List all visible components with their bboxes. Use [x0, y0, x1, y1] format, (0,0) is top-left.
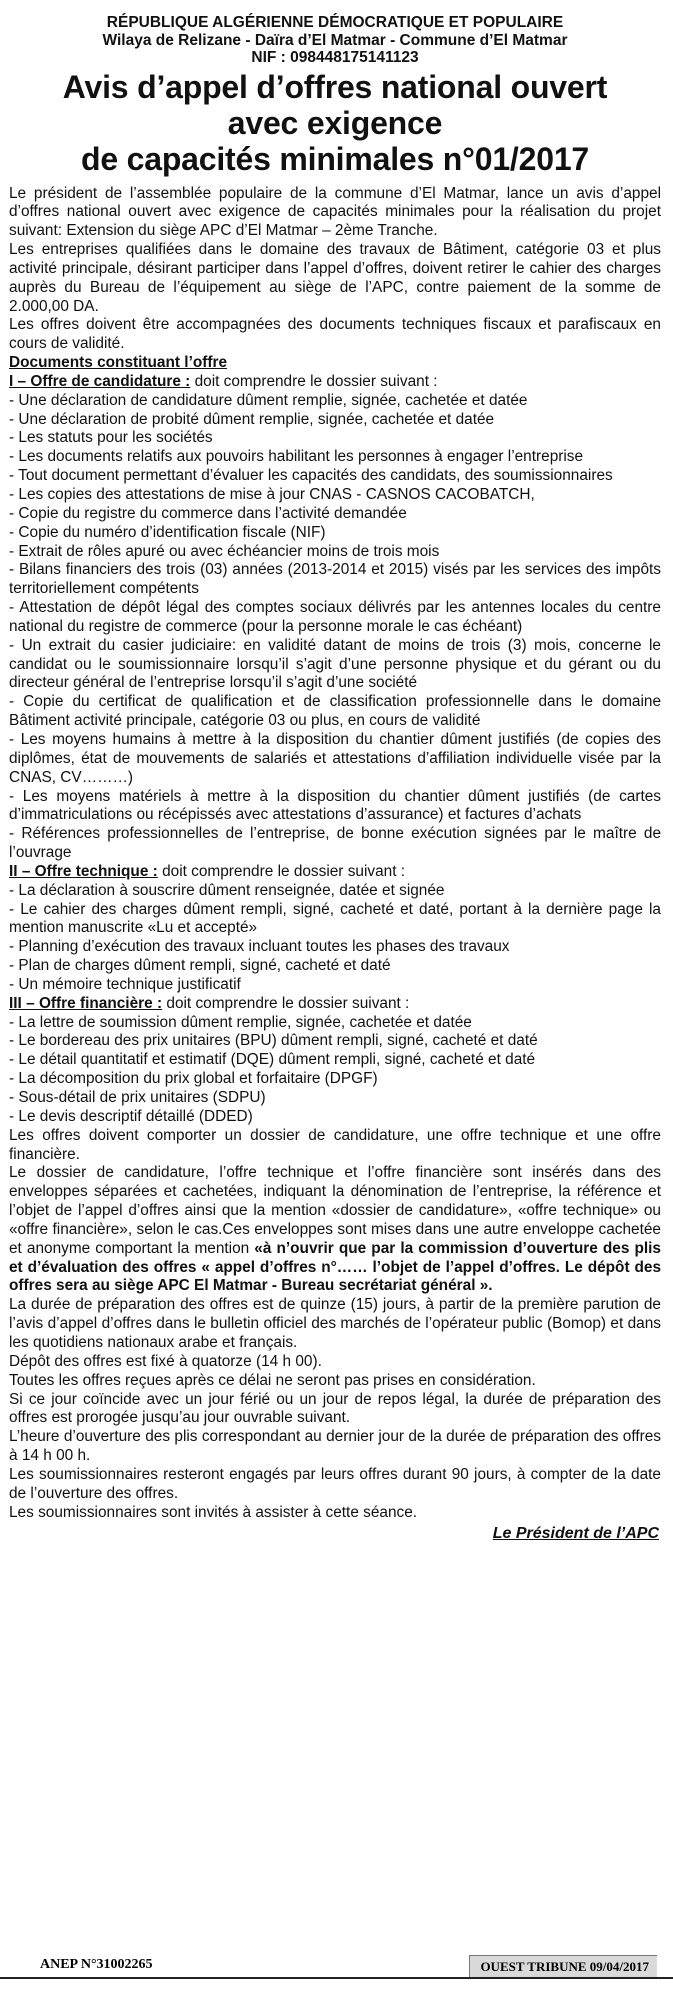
- list-item: - Le détail quantitatif et estimatif (DQE) dûment rempli, signé, cacheté et daté: [9, 1051, 536, 1069]
- title-line-2: avec exigence: [227, 104, 443, 141]
- newspaper-tag: OUEST TRIBUNE 09/04/2017: [469, 1955, 657, 1978]
- list-item: - Plan de charges dûment rempli, signé, cacheté et daté: [9, 957, 391, 975]
- list-item: - Sous-détail de prix unitaires (SDPU): [9, 1089, 266, 1106]
- list-item: - Le devis descriptif détaillé (DDED): [9, 1107, 253, 1125]
- list-item: - Le bordereau des prix unitaires (BPU) dûment rempli, signé, cacheté et daté: [9, 1032, 538, 1050]
- list-item: - Un mémoire technique justificatif: [9, 975, 241, 993]
- signature: Le Président de l’APC: [492, 1525, 659, 1543]
- list-item: - Le cahier des charges dûment rempli, signé, cacheté et daté, portant à la dernière page la mention manuscrite «Lu et accepté»: [9, 900, 661, 937]
- list-item: - La lettre de soumission dûment remplie, signée, cachetée et datée: [9, 1013, 472, 1031]
- section-heading: [9, 863, 661, 882]
- closing-paragraph: Les offres doivent comporter un dossier de candidature, une offre technique et une offre financière.: [9, 1126, 661, 1163]
- list-item: - Attestation de dépôt légal des comptes sociaux délivrés par les antennes locales du centre national du registre de commerce (pour la personne morale le cas échéant): [9, 599, 661, 635]
- list-item: - Une déclaration de probité dûment remplie, signée, cachetée et datée: [9, 410, 495, 428]
- closing-paragraph: Les soumissionnaires sont invités à assister à cette séance.: [9, 1503, 418, 1521]
- list-item: - Les documents relatifs aux pouvoirs habilitant les personnes à engager l’entreprise: [9, 448, 584, 466]
- section-lead: doit comprendre le dossier suivant :: [162, 994, 410, 1012]
- list-item: - Copie du registre du commerce dans l’activité demandée: [9, 504, 407, 522]
- title-line-3: de capacités minimales n°01/2017: [80, 140, 590, 177]
- list-item: - Copie du certificat de qualification et de classification professionnelle dans le domaine Bâtiment activité principale, catégorie 03 ou plus, en cours de validité: [9, 693, 661, 730]
- list-item: - Les statuts pour les sociétés: [9, 429, 213, 447]
- section-label: I – Offre de candidature :: [9, 372, 191, 390]
- list-item: - Un extrait du casier judiciaire: en validité datant de moins de trois (3) mois, concerne le candidat ou le soumissionnaire lorsqu’il s’agit d’une personne physique et du gérant ou du directeur général de l’entreprise lorsqu’il s’agit d’une société: [9, 636, 661, 692]
- documents-heading: Documents constituant l’offre: [9, 354, 228, 372]
- list-item: - Les copies des attestations de mise à jour CNAS - CASNOS CACOBATCH,: [9, 486, 535, 503]
- list-item: - La déclaration à souscrire dûment renseignée, datée et signée: [9, 881, 445, 899]
- intro-paragraph: Les offres doivent être accompagnées des documents techniques fiscaux et parafiscaux en cours de validité.: [9, 316, 661, 353]
- bottom-rule: [0, 1977, 673, 1979]
- closing-paragraph: Dépôt des offres est fixé à quatorze (14 h 00).: [9, 1352, 322, 1370]
- closing-paragraph: Toutes les offres reçues après ce délai ne seront pas prises en considération.: [9, 1371, 536, 1389]
- offer-sections: [9, 373, 661, 1127]
- list-item: - Bilans financiers des trois (03) années (2013-2014 et 2015) visés par les services des impôts territoriellement compétents: [9, 561, 661, 598]
- list-item: - La décomposition du prix global et forfaitaire (DPGF): [9, 1070, 378, 1088]
- section-label: III – Offre financière :: [9, 994, 163, 1012]
- list-item: - Extrait de rôles apuré ou avec échéancier moins de trois mois: [9, 542, 440, 560]
- title-line-1: Avis d’appel d’offres national ouvert: [62, 68, 608, 105]
- list-item: - Une déclaration de candidature dûment remplie, signée, cachetée et datée: [9, 391, 528, 409]
- closing-paragraph: La durée de préparation des offres est de quinze (15) jours, à partir de la première parution de l’avis d’appel d’offres dans le bulletin officiel des marchés de l’opérateur public (Bomop) et dans les quotidiens nationaux arabe et français.: [9, 1296, 661, 1351]
- footer-bar: [0, 1955, 673, 1979]
- intro-paragraph: Les entreprises qualifiées dans le domaine des travaux de Bâtiment, catégorie 03 et plus activité principale, désirant participer dans l’appel d’offres, doivent retirer le cahier des charges auprès du Bureau de l’équipement au siège de l’APC, contre paiement de la somme de 2.000,00 DA.: [9, 241, 661, 315]
- closing-paragraph: [9, 1164, 661, 1296]
- section-lead: doit comprendre le dossier suivant :: [157, 862, 406, 880]
- section-heading: [9, 995, 661, 1014]
- notice-body: [9, 185, 661, 1523]
- anep-reference: ANEP N°31002265: [40, 1957, 153, 1972]
- closing-bold-mention: «à n’ouvrir que par la commission d’ouverture des plis et d’évaluation des offres « appel d’offres n°…… l’objet de l’appel d’offres. Le dépôt des offres sera au siège APC El Matmar - Bureau secrétariat général ».: [9, 1239, 661, 1295]
- section-heading: [9, 373, 661, 392]
- header-country: RÉPUBLIQUE ALGÉRIENNE DÉMOCRATIQUE ET POPULAIRE: [106, 14, 564, 31]
- list-item: - Les moyens humains à mettre à la disposition du chantier dûment justifiés (de copies des diplômes, état de mouvements de salariés et attestations d’affiliation individuelle visée par la CNAS, CV………): [9, 730, 661, 786]
- closing-paragraph: Si ce jour coïncide avec un jour férié ou un jour de repos légal, la durée de préparation des offres est prorogée jusqu’au jour ouvrable suivant.: [9, 1390, 661, 1427]
- closing-paragraph: L’heure d’ouverture des plis correspondant au dernier jour de la durée de préparation des offres à 14 h 00 h.: [9, 1428, 661, 1465]
- closing-paragraph: Les soumissionnaires resteront engagés par leurs offres durant 90 jours, à compter de la date de l’ouverture des offres.: [9, 1465, 661, 1502]
- notice-title: [9, 69, 661, 177]
- header-nif: NIF : 098448175141123: [251, 49, 419, 66]
- list-item: - Copie du numéro d’identification fiscale (NIF): [9, 523, 326, 541]
- header-locality: Wilaya de Relizane - Daïra d’El Matmar - Commune d’El Matmar: [102, 31, 568, 49]
- intro-paragraph: Le président de l’assemblée populaire de la commune d’El Matmar, lance un avis d’appel d’offres national ouvert avec exigence de capacités minimales pour la réalisation du projet suivant: Extension du siège APC d’El Matmar – 2ème Tranche.: [9, 184, 661, 240]
- list-item: - Références professionnelles de l’entreprise, de bonne exécution signées par le maître de l’ouvrage: [9, 825, 661, 862]
- section-lead: doit comprendre le dossier suivant :: [190, 372, 438, 390]
- list-item: - Planning d’exécution des travaux incluant toutes les phases des travaux: [9, 938, 510, 956]
- list-item: - Les moyens matériels à mettre à la disposition du chantier dûment justifiés (de cartes d’immatriculations ou récépissés avec attestations d’assurance) et factures d’achats: [9, 787, 661, 824]
- list-item: - Tout document permettant d’évaluer les capacités des candidats, des soumissionnaires: [9, 467, 613, 485]
- closing-text: Le dossier de candidature, l’offre technique et l’offre financière sont insérés dans des enveloppes séparées et cachetées, indiquant la dénomination de l’entreprise, la référence et l’objet de l’appel d’offres ainsi que la mention «dossier de candidature», «offre technique» ou «offre financière», selon le cas.Ces enveloppes sont mises dans une autre enveloppe cachetée et anonyme comportant la mention: [9, 1164, 661, 1257]
- section-label: II – Offre technique :: [9, 862, 158, 880]
